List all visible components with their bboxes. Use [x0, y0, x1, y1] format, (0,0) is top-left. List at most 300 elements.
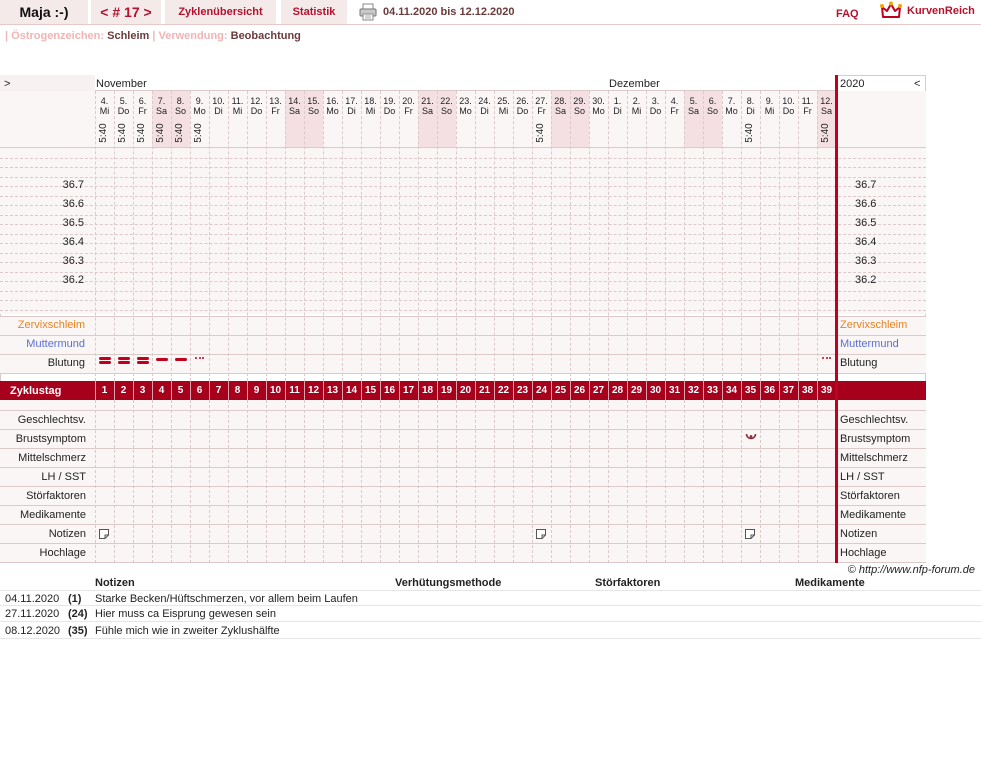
row-label-right: Hochlage	[840, 547, 887, 559]
measure-time: 5:40	[744, 123, 755, 143]
cycle-day-number: 20	[459, 385, 472, 396]
cycle-day-number: 35	[744, 385, 757, 396]
temp-tick-left: 36.3	[62, 255, 84, 267]
day-weekday: So	[440, 106, 452, 116]
grid-vline	[399, 91, 400, 381]
day-weekday: Sa	[155, 106, 167, 116]
grid-vline	[798, 91, 799, 381]
grid-vline	[95, 91, 96, 381]
grid-hline	[0, 205, 926, 206]
day-date: 15.	[307, 96, 320, 106]
grid-vline	[190, 91, 191, 381]
day-date: 10.	[782, 96, 795, 106]
day-date: 7.	[157, 96, 166, 106]
medication-column-header: Medikamente	[795, 577, 865, 589]
grid-hline	[0, 196, 926, 197]
day-weekday: Mi	[764, 106, 775, 116]
day-weekday: Mi	[631, 106, 642, 116]
day-date: 9.	[195, 96, 204, 106]
cycle-day-number: 27	[592, 385, 605, 396]
grid-hline	[0, 562, 926, 563]
year-label: 2020	[840, 78, 865, 90]
day-weekday: Fr	[670, 106, 679, 116]
temp-tick-right: 36.3	[855, 255, 877, 267]
grid-vline	[171, 400, 172, 563]
grid-vline	[475, 91, 476, 381]
cycle-day-number: 31	[668, 385, 681, 396]
grid-vline	[190, 400, 191, 563]
row-label-left: Störfaktoren	[26, 490, 86, 502]
day-weekday: Mo	[459, 106, 472, 116]
cycle-day-number: 7	[215, 385, 222, 396]
grid-vline	[266, 91, 267, 381]
day-weekday: Fr	[271, 106, 280, 116]
row-label-left: Brustsymptom	[15, 433, 86, 445]
day-date: 4.	[100, 96, 109, 106]
day-weekday: Mo	[725, 106, 738, 116]
grid-hline	[0, 543, 926, 544]
grid-vline	[304, 400, 305, 563]
cycle-day-number: 6	[196, 385, 203, 396]
grid-vline	[646, 400, 647, 563]
notes-column-header: Notizen	[95, 577, 135, 589]
cycle-day-number: 23	[516, 385, 529, 396]
measure-time: 5:40	[174, 123, 185, 143]
day-date: 20.	[402, 96, 415, 106]
grid-hline	[0, 291, 926, 292]
grid-vline	[323, 400, 324, 563]
day-weekday: Di	[613, 106, 622, 116]
grid-hline	[0, 234, 926, 235]
grid-hline	[0, 281, 926, 282]
day-date: 21.	[421, 96, 434, 106]
statistics-tab[interactable]: Statistik	[281, 0, 347, 24]
cycle-day-number: 12	[307, 385, 320, 396]
grid-vline	[437, 91, 438, 381]
day-date: 9.	[765, 96, 774, 106]
day-weekday: Mo	[326, 106, 339, 116]
grid-vline	[741, 400, 742, 563]
cycle-day-number: 21	[478, 385, 491, 396]
day-date: 26.	[516, 96, 529, 106]
note-row	[0, 606, 981, 622]
day-weekday: Do	[782, 106, 795, 116]
grid-vline	[703, 400, 704, 563]
temp-tick-left: 36.5	[62, 217, 84, 229]
grid-vline	[798, 400, 799, 563]
day-weekday: Di	[214, 106, 223, 116]
grid-vline	[779, 91, 780, 381]
day-weekday: Mi	[99, 106, 110, 116]
day-date: 13.	[269, 96, 282, 106]
note-row	[0, 590, 981, 606]
grid-hline	[0, 448, 926, 449]
note-cycle-day: (1)	[68, 593, 82, 605]
row-label-right: Blutung	[840, 357, 878, 369]
cycle-day-number: 10	[269, 385, 282, 396]
grid-vline	[418, 400, 419, 563]
day-date: 6.	[708, 96, 717, 106]
cycle-day-number: 14	[345, 385, 358, 396]
grid-vline	[608, 400, 609, 563]
row-label-right: Mittelschmerz	[840, 452, 908, 464]
day-date: 5.	[119, 96, 128, 106]
row-label-left: Geschlechtsv.	[17, 414, 86, 426]
row-label-right: Geschlechtsv.	[840, 414, 909, 426]
note-cycle-day: (24)	[68, 608, 88, 620]
day-weekday: Do	[516, 106, 529, 116]
day-weekday: Mi	[498, 106, 509, 116]
grid-vline	[722, 91, 723, 381]
grid-vline	[551, 91, 552, 381]
measure-time: 5:40	[98, 123, 109, 143]
grid-hline	[0, 354, 926, 355]
day-weekday: Di	[746, 106, 755, 116]
note-icon[interactable]	[536, 529, 546, 539]
grid-vline	[513, 400, 514, 563]
note-cycle-day: (35)	[68, 625, 88, 637]
day-date: 8.	[746, 96, 755, 106]
grid-vline	[665, 400, 666, 563]
cycle-day-number: 1	[101, 385, 108, 396]
grid-vline	[361, 91, 362, 381]
chart-nav-prev[interactable]: >	[4, 78, 11, 90]
day-date: 1.	[613, 96, 622, 106]
grid-vline	[380, 400, 381, 563]
day-weekday: Mi	[365, 106, 376, 116]
day-date: 30.	[592, 96, 605, 106]
cycle-day-number: 8	[234, 385, 241, 396]
grid-vline	[608, 91, 609, 381]
note-text: Fühle mich wie in zweiter Zyklushälfte	[95, 625, 280, 637]
note-date: 27.11.2020	[5, 608, 60, 620]
cycle-day-number: 2	[120, 385, 127, 396]
cycle-day-number: 24	[535, 385, 548, 396]
day-date: 12.	[250, 96, 263, 106]
row-label-left: Mittelschmerz	[18, 452, 86, 464]
row-label-right: Störfaktoren	[840, 490, 900, 502]
grid-vline	[285, 400, 286, 563]
bleeding-mark-heavy	[118, 361, 130, 364]
day-date: 5.	[689, 96, 698, 106]
cycle-day-number: 28	[611, 385, 624, 396]
grid-vline	[589, 91, 590, 381]
bottom-rows-background	[0, 400, 926, 563]
day-weekday: Sa	[554, 106, 566, 116]
disturbances-column-header: Störfaktoren	[595, 577, 661, 589]
bleeding-mark-heavy	[118, 357, 130, 360]
bleeding-mark-heavy	[99, 361, 111, 364]
cycle-day-number: 34	[725, 385, 738, 396]
cycle-day-label: Zyklustag	[10, 385, 62, 397]
bleeding-mark-medium	[156, 358, 168, 361]
cycle-day-number: 37	[782, 385, 795, 396]
bleeding-mark-spotting	[826, 357, 828, 359]
grid-hline	[0, 215, 926, 216]
row-label-right: Muttermund	[840, 338, 899, 350]
temp-tick-right: 36.2	[855, 274, 877, 286]
measure-time: 5:40	[535, 123, 546, 143]
grid-vline	[114, 91, 115, 381]
grid-vline	[760, 400, 761, 563]
cycle-day-number: 26	[573, 385, 586, 396]
grid-vline	[304, 91, 305, 381]
day-weekday: Fr	[537, 106, 546, 116]
day-date: 25.	[497, 96, 510, 106]
note-text: Starke Becken/Hüftschmerzen, vor allem beim Laufen	[95, 593, 358, 605]
date-range: 04.11.2020 bis 12.12.2020	[383, 6, 515, 18]
day-weekday: Fr	[803, 106, 812, 116]
grid-hline	[0, 373, 926, 374]
grid-vline	[551, 400, 552, 563]
grid-vline	[703, 91, 704, 381]
day-date: 3.	[651, 96, 660, 106]
grid-hline	[0, 272, 926, 273]
grid-vline	[817, 91, 818, 381]
grid-vline	[760, 91, 761, 381]
grid-vline	[171, 91, 172, 381]
grid-vline	[741, 91, 742, 381]
day-date: 12.	[820, 96, 833, 106]
day-weekday: Sa	[288, 106, 300, 116]
cycle-day-number: 19	[440, 385, 453, 396]
temp-tick-left: 36.2	[62, 274, 84, 286]
day-weekday: So	[307, 106, 319, 116]
day-weekday: Mo	[592, 106, 605, 116]
cycle-day-number: 39	[820, 385, 833, 396]
day-date: 28.	[554, 96, 567, 106]
grid-vline	[817, 400, 818, 563]
row-label-right: LH / SST	[840, 471, 885, 483]
cycle-day-number: 36	[763, 385, 776, 396]
grid-vline	[114, 400, 115, 563]
cycle-day-number: 5	[177, 385, 184, 396]
grid-vline	[133, 400, 134, 563]
grid-hline	[0, 467, 926, 468]
logo-text: KurvenReich	[907, 5, 975, 17]
grid-hline	[0, 410, 926, 411]
row-label-right: Zervixschleim	[840, 319, 908, 331]
grid-hline	[0, 429, 926, 430]
bleeding-mark-heavy	[137, 357, 149, 360]
measure-time: 5:40	[193, 123, 204, 143]
cycle-day-number: 11	[289, 385, 300, 396]
grid-vline	[418, 91, 419, 381]
grid-vline	[570, 91, 571, 381]
note-icon[interactable]	[745, 529, 755, 539]
day-weekday: So	[706, 106, 718, 116]
cycle-day-number: 16	[383, 385, 396, 396]
day-weekday: Do	[383, 106, 396, 116]
temp-tick-right: 36.5	[855, 217, 877, 229]
row-label-right: Brustsymptom	[840, 433, 911, 445]
day-date: 27.	[535, 96, 548, 106]
grid-vline	[722, 400, 723, 563]
day-weekday: Mo	[193, 106, 206, 116]
estrogen-sign-label: Östrogenzeichen:	[11, 30, 105, 42]
grid-hline	[0, 167, 926, 168]
top-rows-background	[0, 316, 926, 373]
day-date: 2.	[632, 96, 641, 106]
grid-vline	[570, 400, 571, 563]
cycle-day-number: 15	[364, 385, 377, 396]
cycle-day-number: 18	[421, 385, 434, 396]
grid-vline	[646, 91, 647, 381]
bleeding-mark-spotting	[199, 357, 201, 359]
grid-vline	[228, 91, 229, 381]
grid-vline	[380, 91, 381, 381]
day-date: 11.	[231, 96, 244, 106]
faq-link[interactable]: FAQ	[836, 8, 859, 20]
note-date: 08.12.2020	[5, 625, 61, 637]
note-row	[0, 623, 981, 639]
cycle-day-number: 17	[402, 385, 415, 396]
day-date: 19.	[383, 96, 396, 106]
grid-vline	[95, 400, 96, 563]
grid-hline	[0, 186, 926, 187]
cycle-day-number: 30	[649, 385, 662, 396]
grid-vline	[589, 400, 590, 563]
cycle-day-number: 9	[253, 385, 260, 396]
day-weekday: Do	[250, 106, 263, 116]
row-label-left: Muttermund	[26, 338, 85, 350]
row-label-right: Medikamente	[840, 509, 907, 521]
note-date: 04.11.2020	[5, 593, 60, 605]
cycle-switcher-button[interactable]: < # 17 >	[91, 0, 161, 24]
grid-vline	[532, 400, 533, 563]
day-weekday: Fr	[138, 106, 147, 116]
bleeding-mark-heavy	[137, 361, 149, 364]
temp-tick-right: 36.6	[855, 198, 877, 210]
bleeding-mark-spotting	[829, 357, 831, 359]
grid-vline	[532, 91, 533, 381]
grid-hline	[0, 335, 926, 336]
grid-vline	[684, 91, 685, 381]
usage-value: Beobachtung	[230, 30, 301, 42]
cycle-day-number: 13	[326, 385, 339, 396]
day-date: 18.	[364, 96, 377, 106]
measure-time: 5:40	[136, 123, 147, 143]
grid-hline	[0, 505, 926, 506]
cycle-day-number: 29	[630, 385, 643, 396]
grid-hline	[0, 224, 926, 225]
day-date: 6.	[138, 96, 147, 106]
grid-vline	[684, 400, 685, 563]
grid-vline	[209, 91, 210, 381]
grid-vline	[494, 400, 495, 563]
day-weekday: So	[573, 106, 585, 116]
day-weekday: Di	[347, 106, 356, 116]
grid-vline	[209, 400, 210, 563]
day-date: 10.	[212, 96, 225, 106]
temp-tick-right: 36.7	[855, 179, 877, 191]
grid-vline	[247, 91, 248, 381]
temp-tick-left: 36.4	[62, 236, 84, 248]
row-label-left: Notizen	[48, 528, 86, 540]
chart-nav-next[interactable]: <	[914, 78, 921, 90]
temp-tick-left: 36.7	[62, 179, 84, 191]
grid-hline	[0, 158, 926, 159]
day-date: 7.	[727, 96, 736, 106]
cycle-day-number: 22	[497, 385, 510, 396]
bleeding-mark-heavy	[99, 357, 111, 360]
day-weekday: So	[174, 106, 186, 116]
bleeding-mark-spotting	[822, 357, 824, 359]
bleeding-mark-spotting	[202, 357, 204, 359]
cycle-overview-tab[interactable]: Zyklenübersicht	[165, 0, 276, 24]
grid-vline	[228, 400, 229, 563]
cycle-day-number: 38	[801, 385, 814, 396]
cycle-day-number: 3	[139, 385, 146, 396]
day-date: 23.	[459, 96, 472, 106]
day-date: 11.	[801, 96, 814, 106]
row-label-left: Blutung	[47, 357, 85, 369]
day-weekday: Di	[480, 106, 489, 116]
grid-vline	[266, 400, 267, 563]
row-label-left: Medikamente	[19, 509, 86, 521]
note-icon[interactable]	[99, 529, 109, 539]
grid-vline	[399, 400, 400, 563]
cycle-day-number: 25	[554, 385, 567, 396]
grid-hline	[0, 243, 926, 244]
month-band	[95, 75, 836, 91]
contraception-column-header: Verhütungsmethode	[395, 577, 502, 589]
day-weekday: Sa	[820, 106, 832, 116]
day-weekday: Do	[649, 106, 662, 116]
grid-vline	[361, 400, 362, 563]
temp-tick-right: 36.4	[855, 236, 877, 248]
measure-time: 5:40	[117, 123, 128, 143]
grid-hline	[0, 147, 926, 148]
day-weekday: Mi	[232, 106, 243, 116]
day-date: 29.	[573, 96, 586, 106]
grid-vline	[456, 400, 457, 563]
grid-vline	[247, 400, 248, 563]
month-label-december: Dezember	[609, 78, 660, 90]
grid-vline	[342, 91, 343, 381]
day-weekday: Fr	[404, 106, 413, 116]
cycle-day-number: 32	[687, 385, 700, 396]
day-weekday: Do	[117, 106, 130, 116]
cycle-day-number: 33	[706, 385, 719, 396]
grid-vline	[152, 91, 153, 381]
grid-hline	[0, 262, 926, 263]
grid-hline	[0, 486, 926, 487]
day-date: 17.	[345, 96, 358, 106]
cycle-info-bar: | Östrogenzeichen: Schleim | Verwendung: Beobachtung	[5, 30, 301, 42]
header-left-band	[0, 75, 95, 91]
bleeding-mark-medium	[175, 358, 187, 361]
grid-vline	[456, 91, 457, 381]
grid-vline	[779, 400, 780, 563]
grid-vline	[342, 400, 343, 563]
grid-hline	[0, 300, 926, 301]
day-weekday: Sa	[687, 106, 699, 116]
day-date: 4.	[670, 96, 679, 106]
day-date: 8.	[176, 96, 185, 106]
grid-hline	[0, 310, 926, 311]
breast-symptom-icon[interactable]	[745, 432, 757, 442]
day-date: 22.	[440, 96, 453, 106]
grid-hline	[0, 177, 926, 178]
day-date: 16.	[326, 96, 339, 106]
day-date: 24.	[478, 96, 491, 106]
day-weekday: Sa	[421, 106, 433, 116]
grid-hline	[0, 524, 926, 525]
grid-vline	[627, 91, 628, 381]
grid-vline	[665, 91, 666, 381]
grid-vline	[494, 91, 495, 381]
